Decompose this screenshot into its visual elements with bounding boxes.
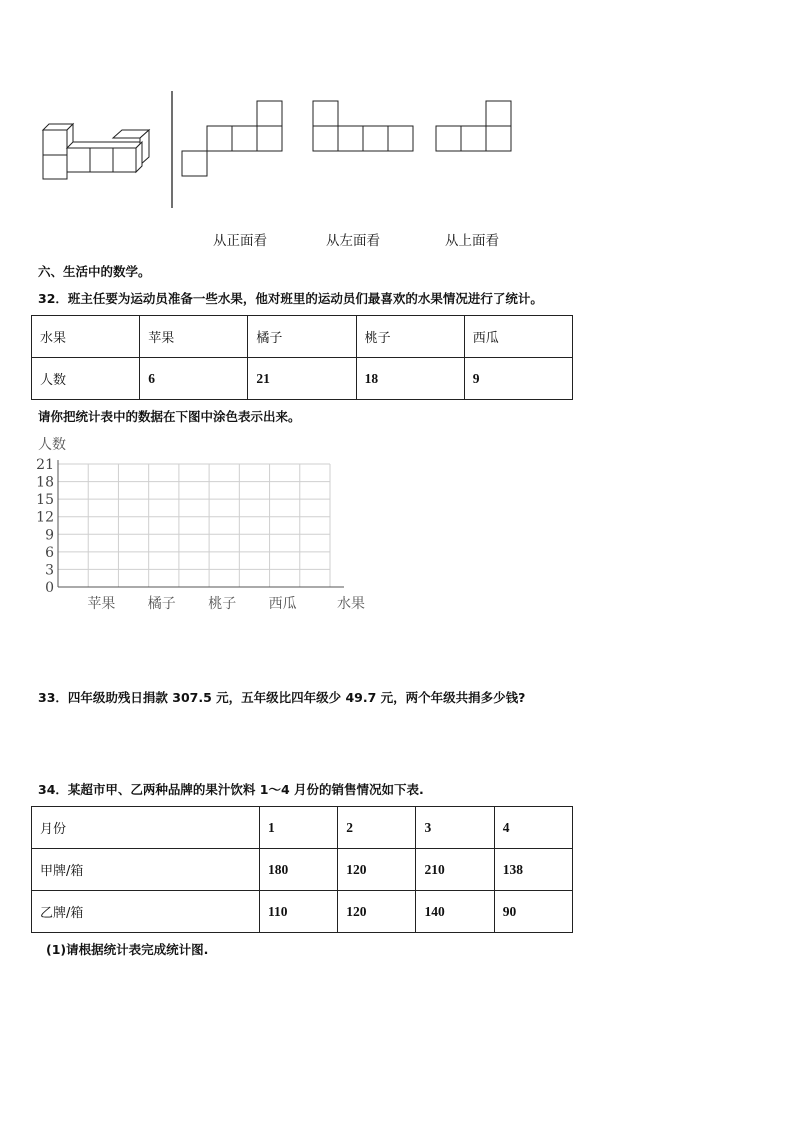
category-label: 桃子 (208, 596, 237, 612)
table-cell: 甲牌/箱 (32, 849, 260, 891)
table-cell: 乙牌/箱 (32, 891, 260, 933)
y-tick-label: 21 (36, 457, 54, 473)
table-cell: 苹果 (140, 316, 248, 358)
table-row (32, 891, 573, 933)
y-tick-label: 18 (36, 474, 54, 491)
question-32-text: 32．班主任要为运动员准备一些水果，他对班里的运动员们最喜欢的水果情况进行了统计。 (38, 291, 543, 306)
table-cell: 西瓜 (464, 316, 572, 358)
question-34-text: 34．某超市甲、乙两种品牌的果汁饮料 1～4 月份的销售情况如下表. (38, 782, 424, 797)
x-axis-title: 水果 (337, 596, 365, 612)
y-tick-label: 15 (36, 492, 54, 509)
y-tick-label: 9 (45, 527, 54, 544)
table-cell: 3 (416, 807, 494, 849)
y-tick-label: 12 (36, 509, 54, 526)
category-label: 西瓜 (268, 596, 297, 612)
top-view-label: 从上面看 (445, 233, 499, 249)
front-view-label: 从正面看 (213, 233, 267, 249)
table-cell: 210 (416, 849, 494, 891)
table-cell: 90 (494, 891, 572, 933)
front-view-drawing (182, 101, 282, 176)
table-cell: 1 (259, 807, 337, 849)
cube-views-figure (30, 85, 530, 215)
table-row (32, 358, 573, 400)
table-cell: 橘子 (248, 316, 356, 358)
question-33-text: 33．四年级助残日捐款 307.5 元，五年级比四年级少 49.7 元，两个年级共捐多少钱? (38, 690, 526, 705)
section-heading: 六、生活中的数学。 (38, 264, 151, 279)
top-view-drawing (436, 101, 511, 151)
category-label: 苹果 (87, 596, 116, 612)
fruit-table (31, 315, 573, 400)
table-row (32, 316, 573, 358)
table-cell: 110 (259, 891, 337, 933)
table-cell: 180 (259, 849, 337, 891)
category-label: 橘子 (147, 596, 176, 612)
table-cell: 120 (338, 891, 416, 933)
table-cell: 月份 (32, 807, 260, 849)
cube-solid-drawing (43, 124, 149, 179)
table-row (32, 807, 573, 849)
instruction-text: 请你把统计表中的数据在下图中涂色表示出来。 (38, 409, 301, 424)
table-cell: 21 (248, 358, 356, 400)
table-cell: 138 (494, 849, 572, 891)
table-cell: 6 (140, 358, 248, 400)
table-cell: 桃子 (356, 316, 464, 358)
question-34-sub1: (1)请根据统计表完成统计图. (46, 942, 209, 957)
table-cell: 水果 (32, 316, 140, 358)
left-view-drawing (313, 101, 413, 151)
y-tick-label: 3 (45, 562, 54, 579)
table-cell: 120 (338, 849, 416, 891)
y-tick-label: 6 (45, 544, 54, 561)
table-cell: 人数 (32, 358, 140, 400)
table-cell: 140 (416, 891, 494, 933)
y-tick-label: 0 (45, 580, 54, 596)
y-axis-title: 人数 (38, 437, 66, 453)
table-cell: 2 (338, 807, 416, 849)
table-cell: 18 (356, 358, 464, 400)
table-cell: 4 (494, 807, 572, 849)
table-cell: 9 (464, 358, 572, 400)
table-row (32, 849, 573, 891)
sales-table (31, 806, 573, 933)
left-view-label: 从左面看 (326, 233, 380, 249)
blank-bar-chart (30, 430, 380, 615)
